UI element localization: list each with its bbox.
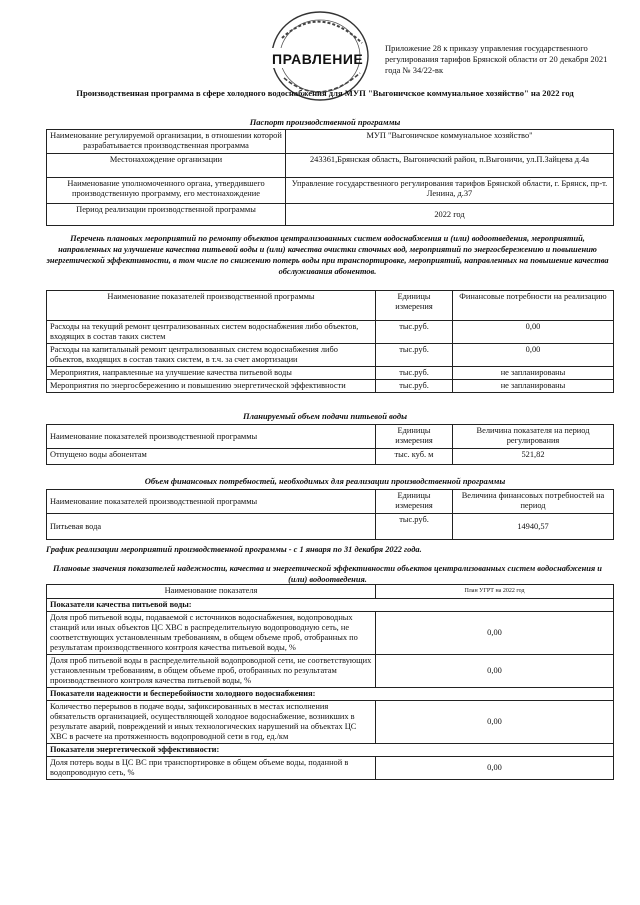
stamp-text: ПРАВЛЕНИЕ [272,51,364,67]
table-header-row [47,490,614,514]
column-header: Финансовые потребности на реализацию [453,291,614,321]
supply-value: 521,82 [453,449,614,465]
passport-label: Период реализации производственной программы [47,204,286,226]
indicator-value: 0,00 [376,701,614,744]
passport-value: 2022 год [286,204,614,226]
column-header: Наименование показателей производственной программы [47,291,376,321]
supply-name: Отпущено воды абонентам [47,449,376,465]
measure-value: не запланированы [453,367,614,380]
group-row [47,688,614,701]
indicator-name: Доля потерь воды в ЦС ВС при транспортировке в общем объеме воды, поданной в водопроводную сеть, % [47,757,376,780]
group-title: Показатели надежности и бесперебойности холодного водоснабжения: [47,688,614,701]
table-row [47,204,614,226]
measure-name: Расходы на капитальный ремонт централизованных систем водоснабжения либо объектов, входящих в состав таких систем, в т.ч. за счет амортизации [47,344,376,367]
table-row [47,449,614,465]
column-header: Наименование показателей производственной программы [47,490,376,514]
indicator-name: Доля проб питьевой воды, подаваемой с источников водоснабжения, водопроводных станций или иных объектов ЦС ХВС в распределительную водопроводную сеть, не соответствующих установленным требованиям, в общем объеме проб, отобранных по результатам производственного контроля качества питьевой воды, % [47,612,376,655]
table-row [47,757,614,780]
table-header-row [47,291,614,321]
measure-value: не запланированы [453,380,614,393]
column-header: Величина показателя на период регулирования [453,425,614,449]
table-row [47,367,614,380]
passport-label: Местонахождение организации [47,154,286,178]
column-header: Наименование показателей производственной программы [47,425,376,449]
measure-name: Мероприятия, направленные на улучшение качества питьевой воды [47,367,376,380]
table-row [47,701,614,744]
table-header-row [47,425,614,449]
measure-unit: тыс.руб. [376,321,453,344]
passport-value: 243361,Брянская область, Выгоничский район, п.Выгоничи, ул.П.Зайцева д.4а [286,154,614,178]
measure-name: Расходы на текущий ремонт централизованных систем водоснабжения либо объектов, входящих в состав таких систем [47,321,376,344]
passport-table [46,129,614,226]
supply-unit: тыс. куб. м [376,449,453,465]
passport-label: Наименование уполномоченного органа, утвердившего производственную программу, его местонахождение [47,178,286,204]
indicators-heading: Плановые значения показателей надежности, качества и энергетической эффективности объектов централизованных систем водоснабжения и (или) водоотведения. [53,564,602,584]
table-row [47,178,614,204]
measure-name: Мероприятия по энергосбережению и повышению энергетической эффективности [47,380,376,393]
supply-table [46,424,614,465]
indicator-value: 0,00 [376,655,614,688]
measure-value: 0,00 [453,344,614,367]
column-header: План УГРТ на 2022 год [376,585,614,599]
group-row [47,599,614,612]
passport-value: Управление государственного регулирования тарифов Брянской области, г. Брянск, пр-т. Ленина, д.37 [286,178,614,204]
measures-table [46,290,614,393]
page-title: Производственная программа в сфере холодного водоснабжения для МУП "Выгоничское коммунальное хозяйство" на 2022 год [76,88,574,98]
column-header: Единицы измерения [376,291,453,321]
group-title: Показатели качества питьевой воды: [47,599,614,612]
measures-intro: Перечень плановых мероприятий по ремонту объектов централизованных систем водоснабжения и (или) водоотведения, мероприятий, направленных на улучшение качества питьевой воды и (или) качества очистки сточных вод, мероприятий по энергосбережению и повышению энергетической эффективности, в том числе по снижению потерь воды при транспортировке, мероприятий, направленных на повышение качества обслуживания абонентов. [46,234,609,276]
finance-table [46,489,614,540]
indicator-name: Доля проб питьевой воды в распределительной водопроводной сети, не соответствующих установленным требованиям, в общем объеме проб, отобранных по результатам производственного контроля качества питьевой воды, % [47,655,376,688]
supply-heading: Планируемый объем подачи питьевой воды [243,411,407,421]
table-row [47,130,614,154]
measure-unit: тыс.руб. [376,367,453,380]
group-title: Показатели энергетической эффективности: [47,744,614,757]
schedule-note: График реализации мероприятий производственной программы - с 1 января по 31 декабря 2022 года. [46,545,422,554]
table-row [47,380,614,393]
passport-value: МУП "Выгоничское коммунальное хозяйство" [286,130,614,154]
finance-heading: Объем финансовых потребностей, необходимых для реализации производственной программы [144,476,506,486]
column-header: Величина финансовых потребностей на период [453,490,614,514]
finance-value: 14940,57 [453,514,614,540]
measure-unit: тыс.руб. [376,380,453,393]
indicator-value: 0,00 [376,612,614,655]
measure-unit: тыс.руб. [376,344,453,367]
indicator-name: Количество перерывов в подаче воды, зафиксированных в местах исполнения обязательств организацией, осуществляющей холодное водоснабжение, возникших в результате аварий, повреждений и иных технологических нарушений на объектах ЦС ХВС в расчете на протяженность водопроводной сети в год, ед./км [47,701,376,744]
group-row [47,744,614,757]
passport-heading: Паспорт производственной программы [249,117,401,127]
table-row [47,514,614,540]
table-row [47,344,614,367]
appendix-note: Приложение 28 к приказу управления государственного регулирования тарифов Брянской области от 20 декабря 2021 года № 34/22-вк [385,43,608,75]
table-row [47,154,614,178]
table-row [47,321,614,344]
table-row [47,655,614,688]
indicators-table [46,584,614,780]
finance-unit: тыс.руб. [376,514,453,540]
finance-name: Питьевая вода [47,514,376,540]
table-row [47,612,614,655]
column-header: Единицы измерения [376,425,453,449]
passport-label: Наименование регулируемой организации, в отношении которой разрабатывается производственная программа [47,130,286,154]
column-header: Единицы измерения [376,490,453,514]
measure-value: 0,00 [453,321,614,344]
indicator-value: 0,00 [376,757,614,780]
column-header: Наименование показателя [47,585,376,599]
table-header-row [47,585,614,599]
